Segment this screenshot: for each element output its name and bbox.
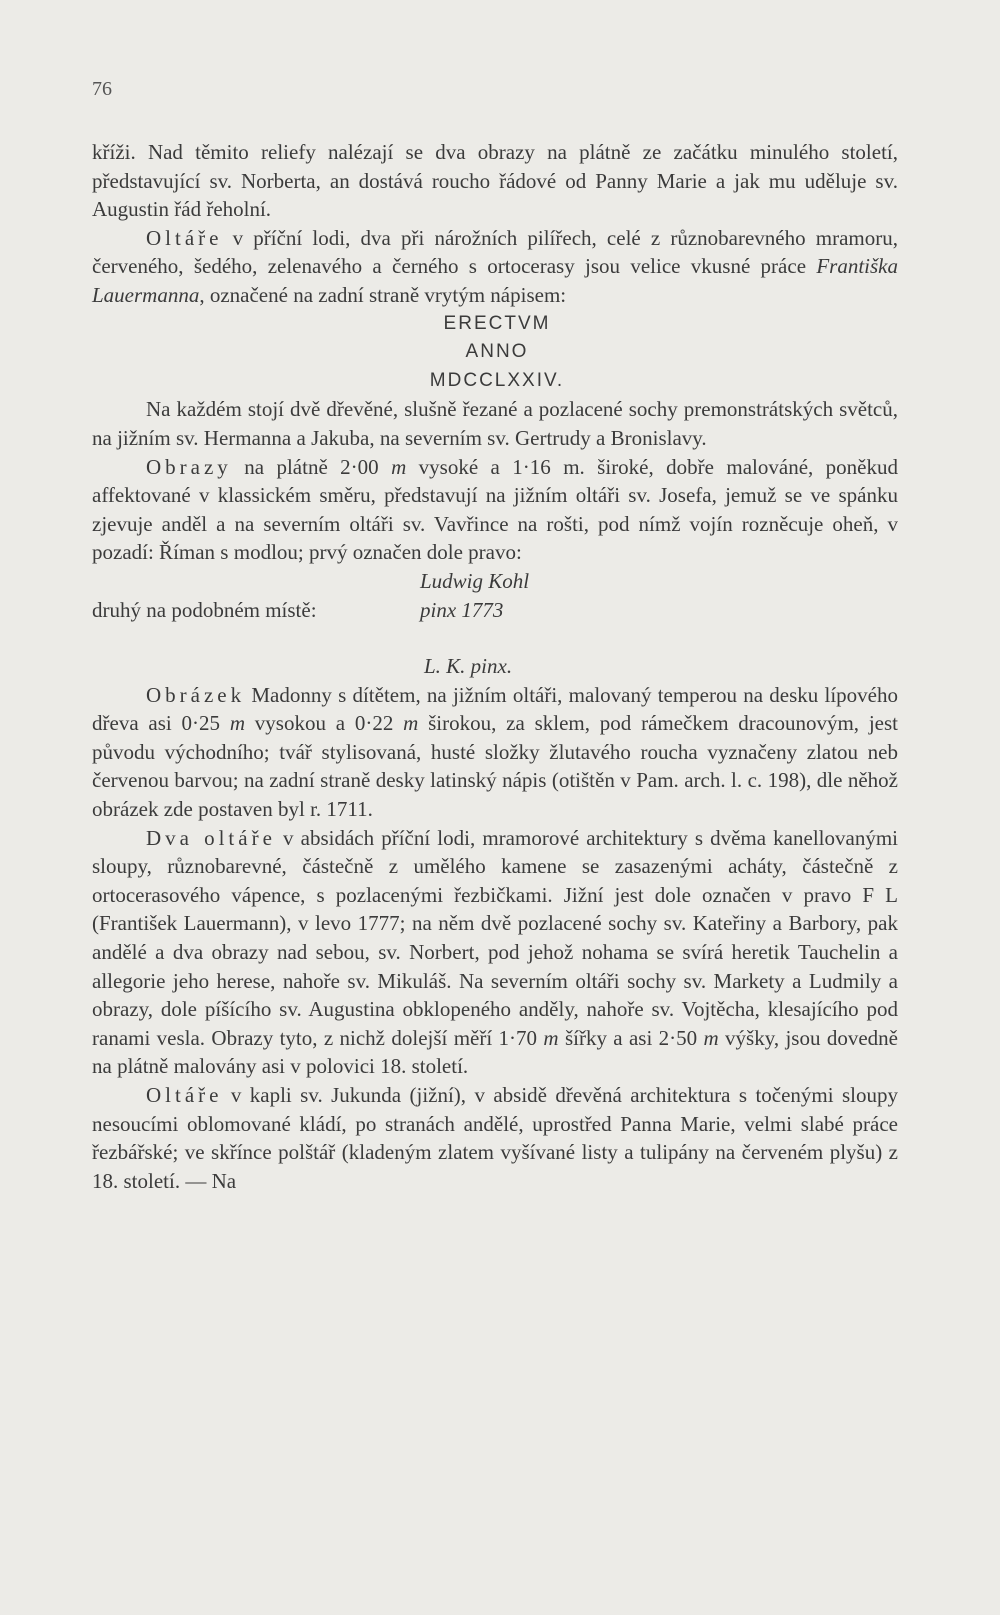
paragraph-8 [92,1081,898,1195]
paragraph-2-heading: Oltáře [146,225,223,250]
paragraph-7-text-b: šířky a asi 2·50 [558,1025,704,1050]
paragraph-4-text-b: vysoké a 1·16 m. široké, dobře malováné, poněkud affektované v klassickém směru, představují na jižním oltáři sv. Josefa, jemuž se ve spánku zjevuje anděl a na severním oltáři sv. Vavřince na rošti, pod nímž vojín rozněcuje oheň, v pozadí: Říman s modlou; prvý označen dole pravo: [92,454,898,565]
paragraph-2-text-a: v příční lodi, dva při nárožních pilířech, celé z různobarevného mramoru, červeného, šedého, zelenavého a černého s ortocerasy jsou velice vkusné práce [92,225,898,279]
paragraph-6-heading: Obrázek [146,682,246,707]
paragraph-7-text-c: výšky, jsou dovedně na plátně malovány asi v polovici 18. století. [92,1025,898,1079]
paragraph-7 [92,824,898,1081]
paragraph-4-heading: Obrazy [146,454,232,479]
paragraph-5: druhý na podobném místě: [92,597,317,622]
paragraph-8-text-a: v kapli sv. Jukunda (jižní), v absidě dřevěná architektura s točenými sloupy nesoucími oblomované kládí, po stranách andělé, uprostřed Panna Marie, velmi slabé práce řezbářské; ve skřínce polštář (kladeným zlatem vyšívané listy a tulipány na červeném plyšu) z 18. století. — Na [92,1083,898,1193]
paragraph-8-heading: Oltáře [146,1083,223,1107]
paragraph-6 [92,681,898,824]
unit-m: m [543,1025,559,1050]
author-name: Františka Lauermanna [92,254,898,307]
page-number: 76 [92,78,112,100]
unit-m: m [229,711,245,736]
paragraph-4-text-a: na plátně 2·00 [231,454,392,479]
paragraph-3: Na každém stojí dvě dřevěné, slušně řezané a pozlacené sochy premonstrátských světců, na jižním sv. Hermanna a Jakuba, na severním sv. Gertrudy a Bronislavy. [92,397,898,450]
paragraph-7-heading: Dva oltáře [146,825,276,850]
signature-1-line-1: Ludwig Kohl [420,568,530,593]
paragraph-6-text-a: Madonny s dítětem, na jižním oltáři, malovaný temperou na desku lípového dřeva asi 0·25 [92,682,898,736]
paragraph-6-text-b: vysokou a 0·22 [245,711,404,736]
inscription [92,310,898,396]
inscription-line-1: ERECTVM [443,312,551,334]
inscription-line-3: MDCCLXXIV. [429,369,565,391]
body-text [92,138,898,1195]
unit-m: m [391,454,407,479]
paragraph-2-text-b: , označené na zadní straně vrytým nápisem: [199,282,567,307]
signature-1-line-2: pinx 1773 [420,597,504,622]
unit-m: m [403,711,419,736]
signature-2: L. K. pinx. [424,654,513,679]
paragraph-2 [92,224,898,310]
paragraph-4 [92,453,898,567]
paragraph-7-text-a: v absidách příční lodi, mramorové architektury s dvěma kanellovanými sloupy, různobarevné, částečně z umělého kamene se zasazenými acháty, částečně z ortocerasového vápence, s pozlacenými řezbičkami. Jižní jest dole označen v pravo F L (František Lauermann), v levo 1777; na něm dvě pozlacené sochy sv. Kateřiny a Barbory, pak andělé a dva obrazy nad sebou, sv. Norbert, pod jehož nohama se svírá heretik Tauchelin a allegorie jeho herese, nahoře sv. Mikuláš. Na severním oltáři sochy sv. Markety a Ludmily a obrazy, dole píšícího sv. Augustina obklopeného anděly, nahoře sv. Vojtěcha, klesajícího pod ranami vesla. Obrazy tyto, z nichž dolejší měří 1·70 [92,825,898,1050]
paragraph-6-text-c: širokou, za sklem, pod rámečkem dracounovým, jest původu východního; tvář stylisovaná, husté složky žlutavého roucha vyznačeny zlatou neb červenou barvou; na zadní straně desky latinský nápis (otištěn v Pam. arch. l. c. 198), dle něhož obrázek zde postaven byl r. 1711. [92,711,898,822]
paragraph-1: kříži. Nad těmito reliefy nalézají se dva obrazy na plátně ze začátku minulého století, představující sv. Norberta, an dostává roucho řádové od Panny Marie a jak mu uděluje sv. Augustin řád řeholní. [92,140,898,222]
unit-m: m [703,1025,719,1050]
inscription-line-2: ANNO [465,341,529,363]
